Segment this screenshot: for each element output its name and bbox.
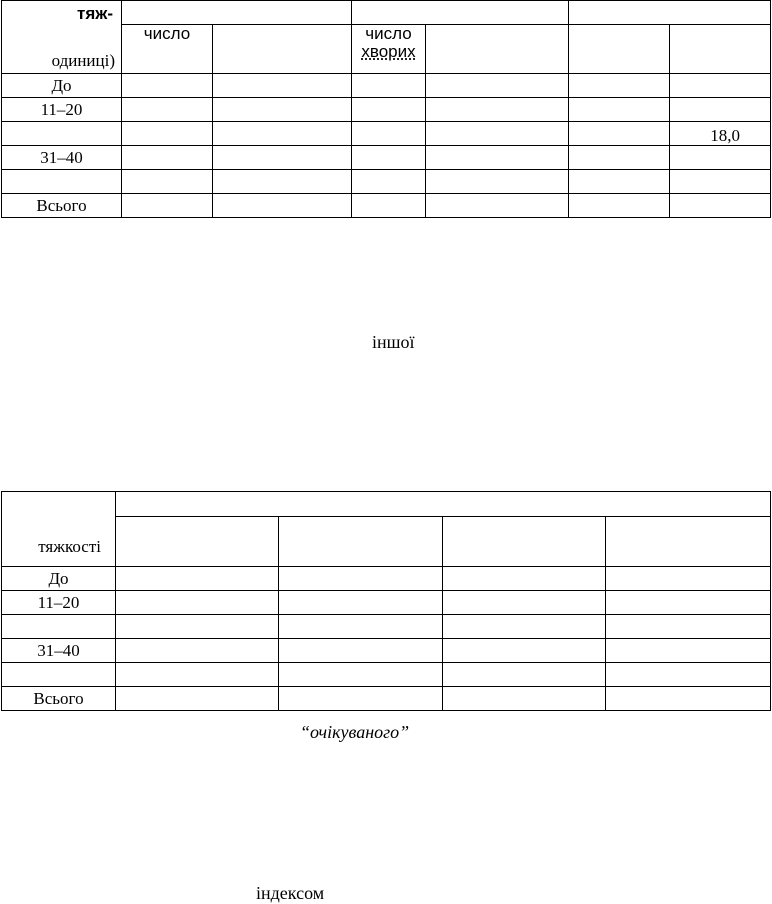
table-row — [2, 663, 771, 687]
table-row — [2, 98, 771, 122]
table2-corner-header — [2, 492, 116, 567]
table1-subheader-3-line1: число — [365, 24, 412, 44]
table1-row-label: 31–40 — [2, 146, 122, 170]
table1-subheader-1 — [122, 25, 213, 74]
table2-corner-text: тяжкості — [38, 537, 101, 556]
table1-subheader-4 — [426, 25, 569, 74]
table1-subheader-3 — [352, 25, 426, 74]
table2-row-label — [2, 663, 116, 687]
table-row — [2, 194, 771, 218]
table1-group-header-3 — [569, 1, 771, 25]
table1-subheader-6 — [670, 25, 771, 74]
table-row — [2, 74, 771, 98]
table1-row-label — [2, 122, 122, 146]
table-row — [2, 122, 771, 146]
table-row — [2, 567, 771, 591]
table2-row-label — [2, 615, 116, 639]
table-2 — [1, 491, 771, 711]
table1-group-header-2 — [352, 1, 569, 25]
table1-subheader-1-text: число — [143, 24, 191, 44]
table1-corner-top: тяж- — [77, 4, 113, 23]
table2-subheader-3 — [443, 517, 606, 567]
table-row — [2, 170, 771, 194]
table-row — [2, 615, 771, 639]
table2-subheader-4 — [606, 517, 771, 567]
table1-corner-header — [2, 1, 122, 74]
table1-subheader-3-line2: хворих — [361, 42, 416, 62]
table2-row-label: До — [2, 567, 116, 591]
table2-subheader-2 — [279, 517, 443, 567]
table1-row-label — [2, 170, 122, 194]
table-row — [2, 687, 771, 711]
table2-group-header — [116, 492, 771, 517]
italic-word: “очікуваного” — [300, 722, 410, 742]
table1-row-label: 11–20 — [2, 98, 122, 122]
table-row — [2, 639, 771, 663]
bottom-word: індексом — [256, 883, 325, 903]
table1-subheader-5 — [569, 25, 670, 74]
table2-row-label: Всього — [2, 687, 116, 711]
table-row — [2, 146, 771, 170]
table-1 — [1, 0, 771, 218]
table1-row-label: Всього — [2, 194, 122, 218]
table1-value-cell: 18,0 — [670, 122, 771, 146]
table-row — [2, 591, 771, 615]
table1-subheader-2 — [213, 25, 352, 74]
table1-corner-bottom: одиниці) — [51, 51, 115, 70]
table1-group-header-1 — [122, 1, 352, 25]
mid-word: іншої — [372, 332, 415, 352]
table2-row-label: 31–40 — [2, 639, 116, 663]
table2-subheader-1 — [116, 517, 279, 567]
table2-row-label: 11–20 — [2, 591, 116, 615]
table1-row-label: До — [2, 74, 122, 98]
